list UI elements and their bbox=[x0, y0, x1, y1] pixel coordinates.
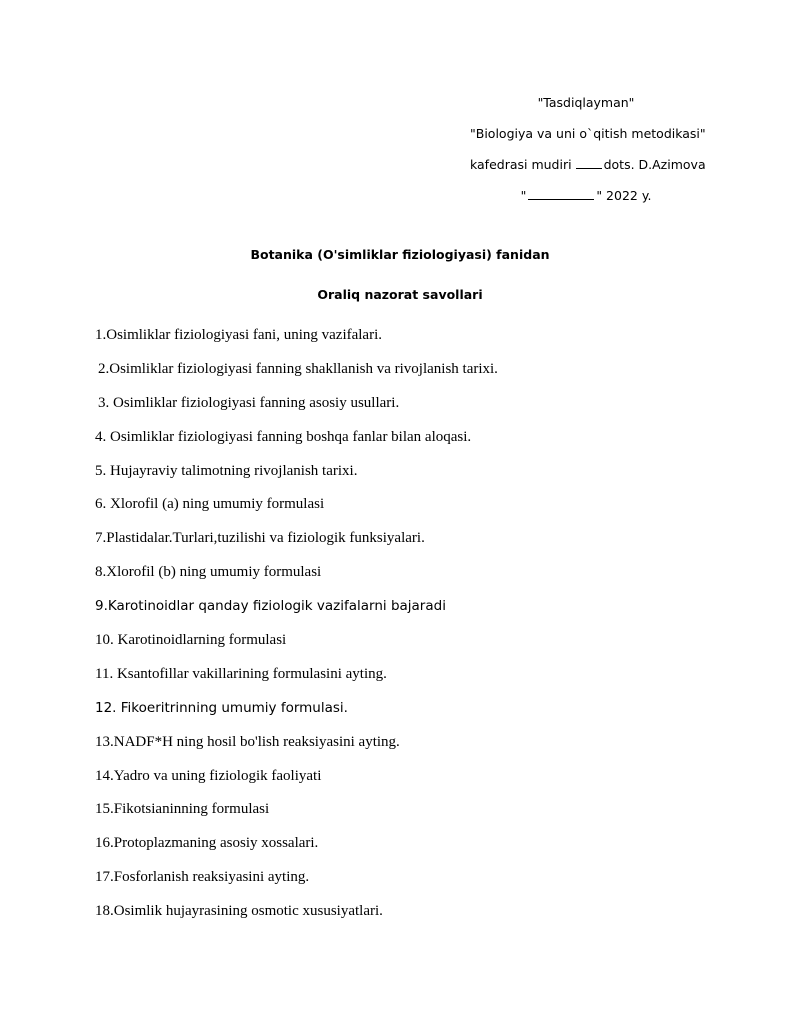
question-item: 3. Osimliklar fiziologiyasi fanning asosiy usullari. bbox=[98, 394, 400, 411]
approval-line-4 bbox=[470, 184, 702, 215]
document-title: Oraliq nazorat savollari bbox=[317, 287, 483, 302]
approval-line-1: "Tasdiqlayman" bbox=[537, 95, 635, 110]
question-item: 13.NADF*H ning hosil bo'lish reaksiyasini ayting. bbox=[95, 733, 400, 750]
questions-list bbox=[95, 323, 785, 933]
department-head-name: dots. D.Azimova bbox=[603, 157, 706, 172]
question-item: 4. Osimliklar fiziologiyasi fanning boshqa fanlar bilan aloqasi. bbox=[95, 428, 472, 445]
approval-line-3 bbox=[470, 153, 706, 184]
approval-line-2: "Biologiya va uni o`qitish metodikasi" bbox=[470, 126, 706, 141]
question-item: 5. Hujayraviy talimotning rivojlanish tarixi. bbox=[95, 462, 358, 479]
department-head-label: kafedrasi mudiri bbox=[470, 157, 572, 172]
signature-blank bbox=[576, 156, 602, 169]
question-item: 11. Ksantofillar vakillarining formulasini ayting. bbox=[95, 665, 387, 682]
question-item: 17.Fosforlanish reaksiyasini ayting. bbox=[95, 869, 310, 886]
question-item: 16.Protoplazmaning asosiy xossalari. bbox=[95, 835, 319, 852]
question-item: 12. Fikoeritrinning umumiy formulasi. bbox=[95, 699, 348, 716]
question-item: 7.Plastidalar.Turlari,tuzilishi va fiziologik funksiyalari. bbox=[95, 530, 425, 547]
question-item: 9.Karotinoidlar qanday fiziologik vazifalarni bajaradi bbox=[95, 598, 446, 615]
approval-block bbox=[470, 91, 706, 215]
question-item: 6. Xlorofil (a) ning umumiy formulasi bbox=[95, 496, 325, 513]
question-item: 18.Osimlik hujayrasining osmotic xususiyatlari. bbox=[95, 903, 383, 920]
date-blank bbox=[528, 187, 594, 200]
question-item: 14.Yadro va uning fiziologik faoliyati bbox=[95, 767, 322, 784]
question-item: 8.Xlorofil (b) ning umumiy formulasi bbox=[95, 564, 322, 581]
date-quote-open: " bbox=[520, 188, 527, 203]
question-item: 1.Osimliklar fiziologiyasi fani, uning vazifalari. bbox=[95, 327, 383, 343]
date-year: 2022 y. bbox=[606, 188, 652, 203]
question-item: 15.Fikotsianinning formulasi bbox=[95, 801, 270, 818]
date-quote-close: " bbox=[596, 188, 603, 203]
question-item: 10. Karotinoidlarning formulasi bbox=[95, 632, 287, 649]
question-item: 2.Osimliklar fiziologiyasi fanning shakllanish va rivojlanish tarixi. bbox=[98, 360, 498, 377]
subject-heading: Botanika (O'simliklar fiziologiyasi) fanidan bbox=[250, 247, 550, 262]
